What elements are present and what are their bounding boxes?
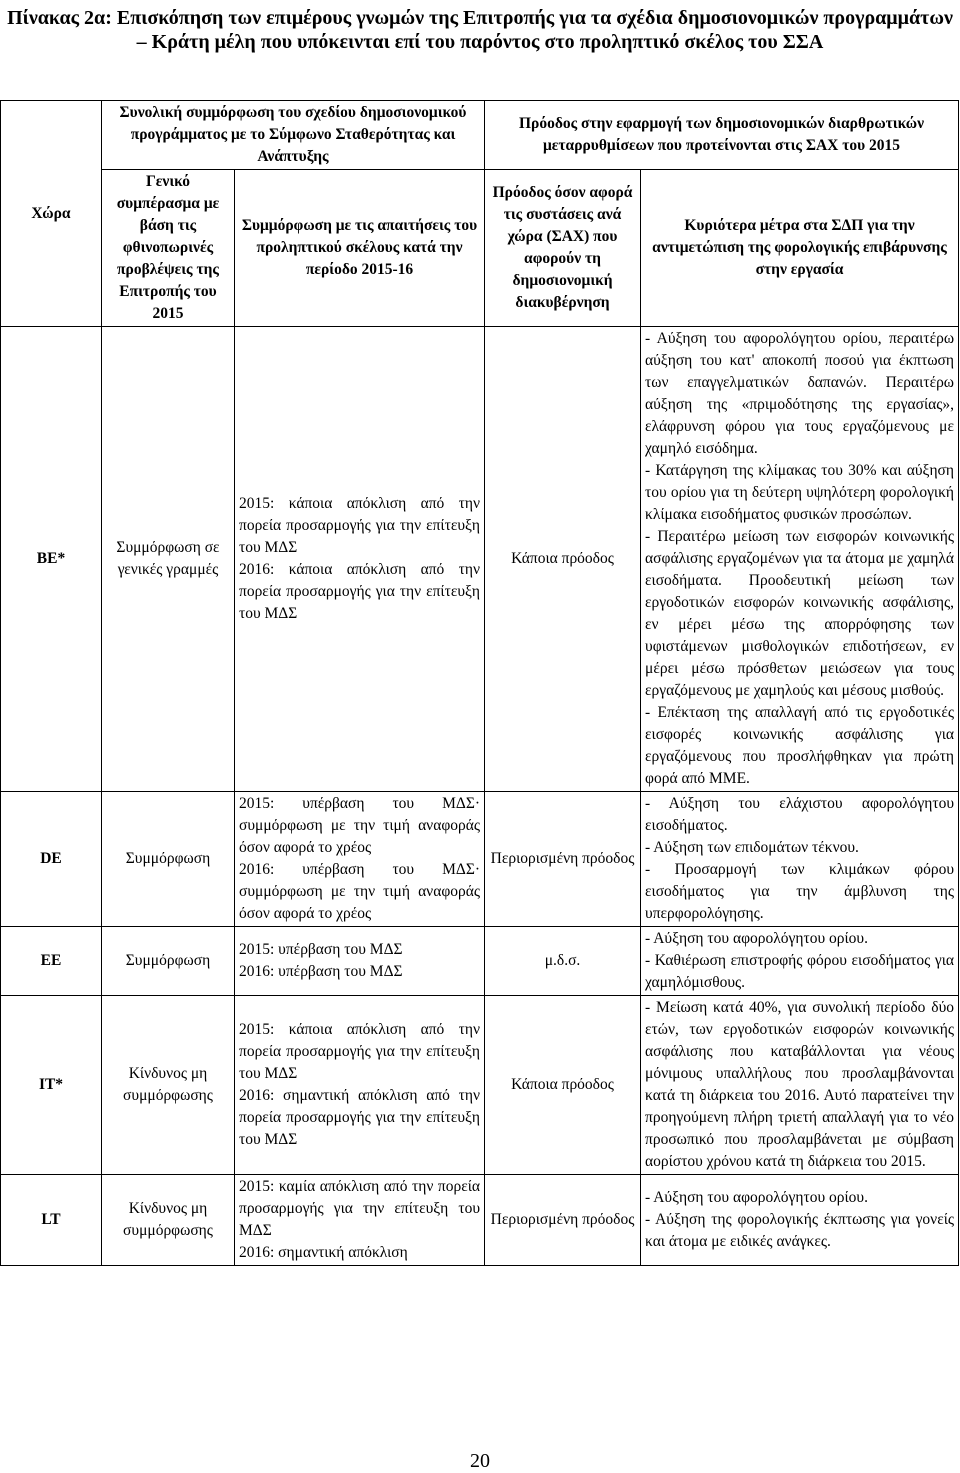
general-conclusion-cell: Συμμόρφωση xyxy=(102,927,235,996)
compliance-2015: 2015: κάποια απόκλιση από την πορεία προσαρμογής για την επίτευξη του ΜΔΣ xyxy=(239,495,481,556)
country-cell: EE xyxy=(1,927,102,996)
country-cell: IT* xyxy=(1,996,102,1175)
compliance-2016: 2016: σημαντική απόκλιση από την πορεία προσαρμογής για την επίτευξη του ΜΔΣ xyxy=(239,1087,481,1148)
header-overall-compliance: Συνολική συμμόρφωση του σχεδίου δημοσιονομικού προγράμματος με το Σύμφωνο Σταθερότητας και Ανάπτυξης xyxy=(102,101,485,170)
page-number: 20 xyxy=(470,1450,490,1472)
measure-item: - Αύξηση των επιδομάτων τέκνου. xyxy=(645,839,859,856)
compliance-cell xyxy=(235,792,485,927)
header-csr-progress: Πρόοδος όσον αφορά τις συστάσεις ανά χώρα (ΣΑΧ) που αφορούν τη δημοσιονομική διακυβέρνηση xyxy=(485,170,641,327)
compliance-2015: 2015: κάποια απόκλιση από την πορεία προσαρμογής για την επίτευξη του ΜΔΣ xyxy=(239,1021,481,1082)
country-cell: BE* xyxy=(1,327,102,792)
page-title: Πίνακας 2α: Επισκόπηση των επιμέρους γνωμών της Επιτροπής για τα σχέδια δημοσιονομικών προγραμμάτων – Κράτη μέλη που υπόκεινται επί του παρόντος στο προληπτικό σκέλος του ΣΣΑ xyxy=(7,7,953,53)
opinions-table xyxy=(0,100,959,1266)
compliance-cell xyxy=(235,327,485,792)
table-row xyxy=(1,1175,959,1266)
table-row xyxy=(1,327,959,792)
general-conclusion-cell: Κίνδυνος μη συμμόρφωσης xyxy=(102,996,235,1175)
header-general-conclusion: Γενικό συμπέρασμα με βάση τις φθινοπωρινές προβλέψεις της Επιτροπής του 2015 xyxy=(102,170,235,327)
measure-item: - Μείωση κατά 40%, για συνολική περίοδο δύο ετών, των εργοδοτικών εισφορών κοινωνικής ασφάλισης που καταβάλλονται για νέους μόνιμους υπαλλήλους που προσλαμβάνονται κατά τη διάρκεια του 2016. Αυτό παρατείνει την προηγούμενη πλήρη τριετή απαλλαγή για το νέο προσωπικό που προσλαμβάνεται με σύμβαση αορίστου χρόνου κατά τη διάρκεια του 2015. xyxy=(645,999,955,1170)
general-conclusion-cell: Κίνδυνος μη συμμόρφωσης xyxy=(102,1175,235,1266)
header-structural-progress: Πρόοδος στην εφαρμογή των δημοσιονομικών διαρθρωτικών μεταρρυθμίσεων που προτείνονται στις ΣΑΧ του 2015 xyxy=(485,101,959,170)
csr-progress-cell: Περιορισμένη πρόοδος xyxy=(485,1175,641,1266)
csr-progress-cell: Περιορισμένη πρόοδος xyxy=(485,792,641,927)
measure-item: - Περαιτέρω μείωση των εισφορών κοινωνικής ασφάλισης εργαζομένων για τα άτομα με χαμηλά εισοδήματα. Προοδευτική μείωση των εργοδοτικών εισφορών κοινωνικής ασφάλισης, εν μέρει μέσω της απορρόφησης των υφιστάμενων μισθολογικών επιδοτήσεων, εν μέρει μέσω πρόσθετων μειώσεων για τους εργαζόμενους με χαμηλούς και μέσους μισθούς. xyxy=(645,528,955,699)
table-row xyxy=(1,927,959,996)
header-main-measures: Κυριότερα μέτρα στα ΣΔΠ για την αντιμετώπιση της φορολογικής επιβάρυνσης στην εργασία xyxy=(641,170,959,327)
header-preventive-compliance: Συμμόρφωση με τις απαιτήσεις του προληπτικού σκέλους κατά την περίοδο 2015-16 xyxy=(235,170,485,327)
table-row xyxy=(1,996,959,1175)
compliance-2015: 2015: υπέρβαση του ΜΔΣ xyxy=(239,941,403,958)
measures-cell xyxy=(641,927,959,996)
compliance-2015: 2015: καμία απόκλιση από την πορεία προσαρμογής για την επίτευξη του ΜΔΣ xyxy=(239,1178,481,1239)
measure-item: - Αύξηση του αφορολόγητου ορίου. xyxy=(645,930,868,947)
country-cell: LT xyxy=(1,1175,102,1266)
compliance-cell xyxy=(235,996,485,1175)
csr-progress-cell: Κάποια πρόοδος xyxy=(485,327,641,792)
measures-cell xyxy=(641,996,959,1175)
measures-cell xyxy=(641,1175,959,1266)
measures-cell xyxy=(641,792,959,927)
compliance-cell xyxy=(235,927,485,996)
general-conclusion-cell: Συμμόρφωση σε γενικές γραμμές xyxy=(102,327,235,792)
compliance-2016: 2016: υπέρβαση του ΜΔΣ· συμμόρφωση με την τιμή αναφοράς όσον αφορά το χρέος xyxy=(239,861,481,922)
measure-item: - Κατάργηση της κλίμακας του 30% και αύξηση του ορίου για τη δεύτερη υψηλότερη φορολογική κλίμακα εισοδήματος φυσικών προσώπων. xyxy=(645,462,955,523)
header-country: Χώρα xyxy=(1,101,102,327)
csr-progress-cell: Κάποια πρόοδος xyxy=(485,996,641,1175)
compliance-2016: 2016: υπέρβαση του ΜΔΣ xyxy=(239,963,403,980)
measure-item: - Αύξηση της φορολογικής έκπτωσης για γονείς και άτομα με ειδικές ανάγκες. xyxy=(645,1211,955,1250)
measure-item: - Αύξηση του αφορολόγητου ορίου, περαιτέρω αύξηση του κατ' αποκοπή ποσού για έκπτωση των επαγγελματικών δαπανών. Περαιτέρω αύξηση της «πριμοδότησης της εργασίας», ελάφρυνση φόρου για τους εργαζόμενους με χαμηλό εισόδημα. xyxy=(645,330,955,457)
csr-progress-cell: μ.δ.σ. xyxy=(485,927,641,996)
measures-cell xyxy=(641,327,959,792)
general-conclusion-cell: Συμμόρφωση xyxy=(102,792,235,927)
measure-item: - Αύξηση του αφορολόγητου ορίου. xyxy=(645,1189,868,1206)
measure-item: - Καθιέρωση επιστροφής φόρου εισοδήματος για χαμηλόμισθους. xyxy=(645,952,955,991)
compliance-2016: 2016: σημαντική απόκλιση xyxy=(239,1244,408,1261)
country-cell: DE xyxy=(1,792,102,927)
measure-item: - Αύξηση του ελάχιστου αφορολόγητου εισοδήματος. xyxy=(645,795,955,834)
compliance-2015: 2015: υπέρβαση του ΜΔΣ· συμμόρφωση με την τιμή αναφοράς όσον αφορά το χρέος xyxy=(239,795,481,856)
compliance-2016: 2016: κάποια απόκλιση από την πορεία προσαρμογής για την επίτευξη του ΜΔΣ xyxy=(239,561,481,622)
measure-item: - Προσαρμογή των κλιμάκων φόρου εισοδήματος για την άμβλυνση της υπερφορολόγησης. xyxy=(645,861,955,922)
table-row xyxy=(1,792,959,927)
compliance-cell xyxy=(235,1175,485,1266)
measure-item: - Επέκταση της απαλλαγή από τις εργοδοτικές εισφορές κοινωνικής ασφάλισης για εργαζόμενους που προσλήφθηκαν για πρώτη φορά από ΜΜΕ. xyxy=(645,704,955,787)
